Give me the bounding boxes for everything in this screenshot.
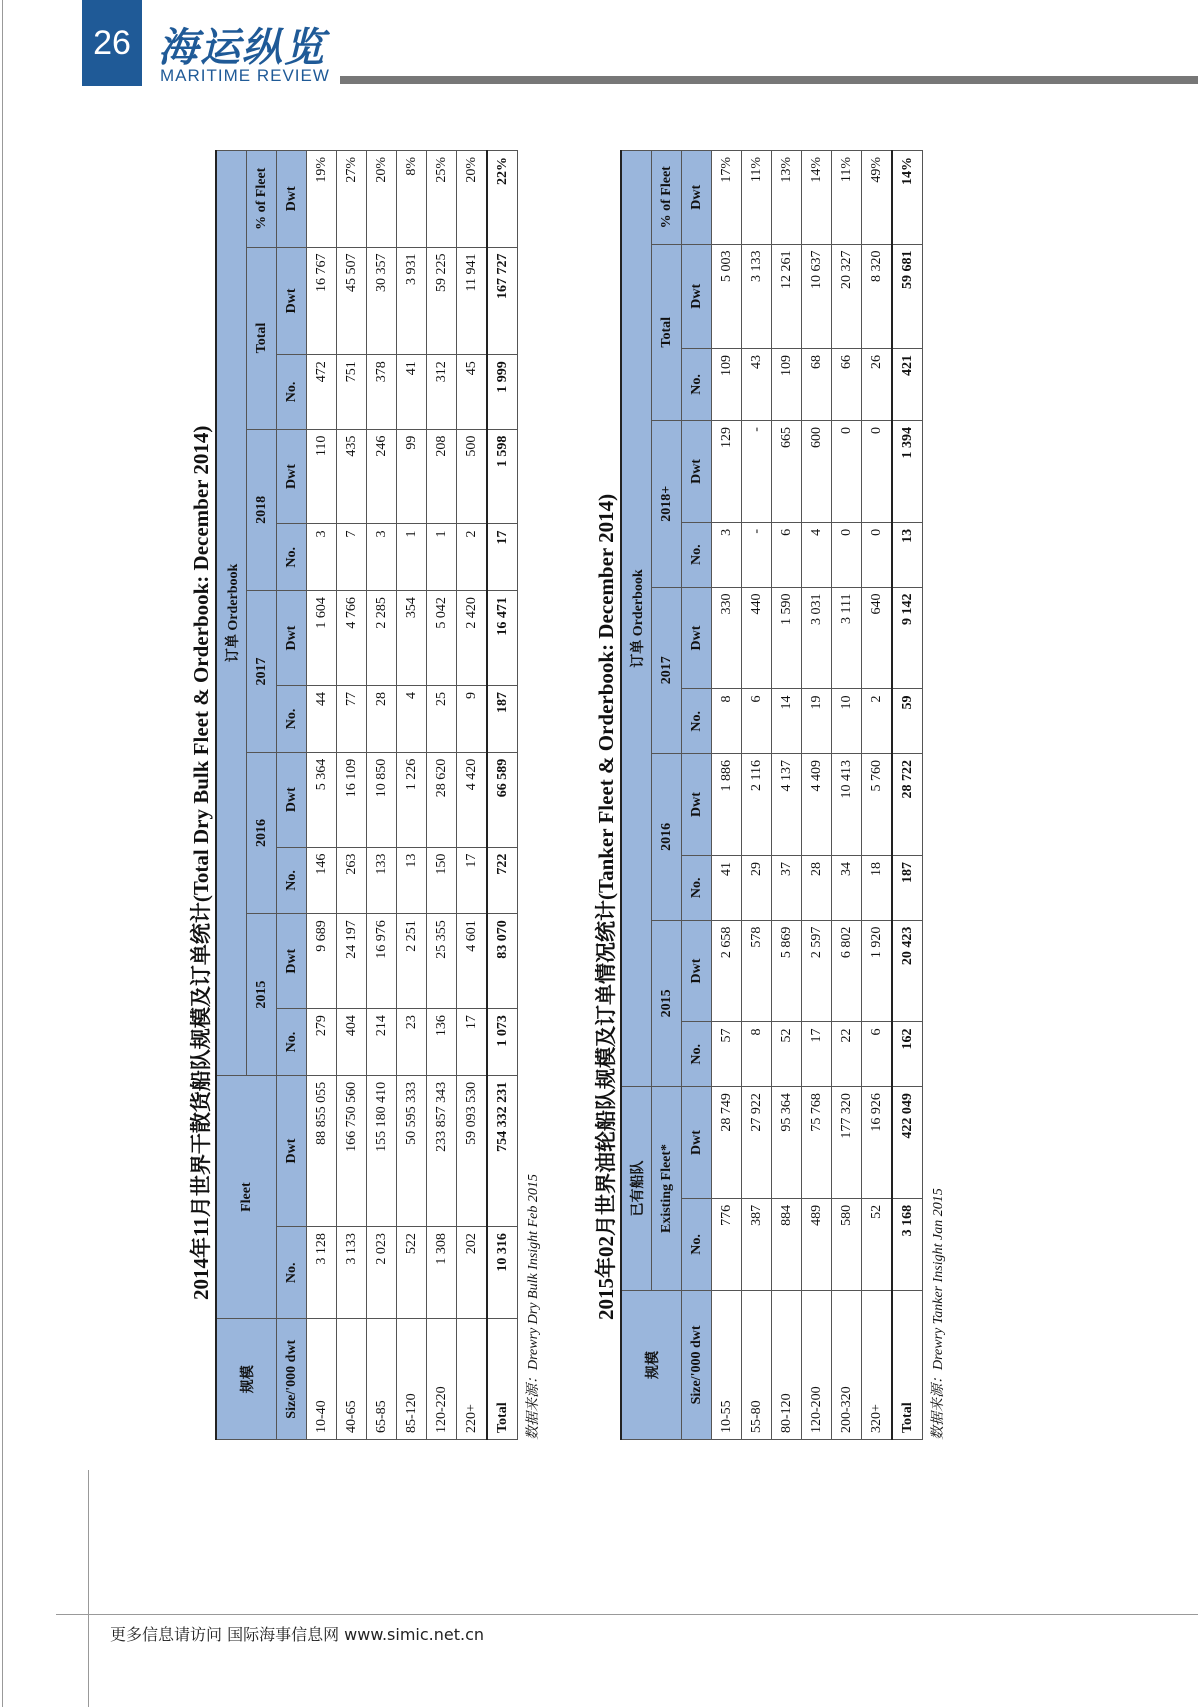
table-cell: 28 bbox=[367, 686, 397, 753]
header-dwt: Dwt bbox=[277, 914, 307, 1009]
table-cell: 2 116 bbox=[742, 754, 772, 856]
table-cell: 1 590 bbox=[772, 587, 802, 689]
dry-bulk-source: 数据来源：Drewry Dry Bulk Insight Feb 2015 bbox=[526, 1174, 541, 1440]
table-cell: 167 727 bbox=[487, 247, 518, 355]
table-cell: 77 bbox=[337, 686, 367, 753]
table-cell: 14% bbox=[802, 151, 832, 245]
table-cell: 5 364 bbox=[307, 752, 337, 847]
table-cell: 202 bbox=[457, 1227, 488, 1319]
header-dwt: Dwt bbox=[277, 591, 307, 686]
table-cell: 187 bbox=[892, 855, 923, 920]
table-row bbox=[397, 151, 427, 1440]
table-cell: 1 bbox=[427, 524, 457, 591]
table-row bbox=[712, 151, 742, 1440]
table-cell: 578 bbox=[742, 920, 772, 1022]
table-cell: 1 886 bbox=[712, 754, 742, 856]
dry-bulk-table bbox=[215, 150, 518, 1440]
table-cell: 8 bbox=[742, 1022, 772, 1087]
table-cell: 9 142 bbox=[892, 587, 923, 689]
table-cell: 83 070 bbox=[487, 914, 518, 1009]
table-cell: 12 261 bbox=[772, 244, 802, 348]
table-cell: 0 bbox=[832, 421, 862, 523]
table-cell: 580 bbox=[832, 1198, 862, 1290]
table-cell: 14% bbox=[892, 151, 923, 245]
header-year: 2015 bbox=[652, 920, 682, 1087]
table-cell: 665 bbox=[772, 421, 802, 523]
header-no: No. bbox=[277, 524, 307, 591]
header-year: 2017 bbox=[652, 587, 682, 754]
table-cell: 776 bbox=[712, 1198, 742, 1290]
page-number: 26 bbox=[82, 0, 142, 86]
table-cell: 3 031 bbox=[802, 587, 832, 689]
table-cell: 3 128 bbox=[307, 1227, 337, 1319]
table-cell: 187 bbox=[487, 686, 518, 753]
table-cell: 17 bbox=[457, 1009, 488, 1076]
header-dwt: Dwt bbox=[682, 1087, 712, 1199]
brand-title-en: MARITIME REVIEW bbox=[160, 66, 330, 85]
table-cell: 6 802 bbox=[832, 920, 862, 1022]
table-cell: 233 857 343 bbox=[427, 1075, 457, 1226]
table-cell: 88 855 055 bbox=[307, 1075, 337, 1226]
table-row bbox=[802, 151, 832, 1440]
table-cell: 421 bbox=[892, 348, 923, 420]
table-row bbox=[337, 151, 367, 1440]
tanker-section bbox=[590, 150, 946, 1440]
table-cell: 110 bbox=[307, 429, 337, 524]
table-cell: 354 bbox=[397, 591, 427, 686]
table-cell: 109 bbox=[772, 348, 802, 420]
header-year: 2015 bbox=[247, 914, 277, 1076]
header-year: 2018 bbox=[247, 429, 277, 591]
table-row bbox=[307, 151, 337, 1440]
table-cell: 19% bbox=[307, 151, 337, 248]
table-cell: 24 197 bbox=[337, 914, 367, 1009]
table-cell: 11% bbox=[742, 151, 772, 245]
table-cell: 13 bbox=[892, 522, 923, 587]
header-size: Size/'000 dwt bbox=[277, 1319, 307, 1440]
footer-text: 更多信息请访问 国际海事信息网 www.simic.net.cn bbox=[110, 1625, 485, 1644]
table-cell: 146 bbox=[307, 847, 337, 914]
table-cell: 3 133 bbox=[742, 244, 772, 348]
header-existing: Existing Fleet* bbox=[652, 1087, 682, 1291]
table-cell: 166 750 560 bbox=[337, 1075, 367, 1226]
table-cell: 2 420 bbox=[457, 591, 488, 686]
tanker-body bbox=[712, 151, 923, 1440]
table-cell: 754 332 231 bbox=[487, 1075, 518, 1226]
header-dwt: Dwt bbox=[277, 1075, 307, 1226]
table-cell: 2 023 bbox=[367, 1227, 397, 1319]
table-cell: 20 327 bbox=[832, 244, 862, 348]
table-cell: 489 bbox=[802, 1198, 832, 1290]
table-cell: 6 bbox=[742, 689, 772, 754]
dry-bulk-body bbox=[307, 151, 518, 1440]
table-cell: 387 bbox=[742, 1198, 772, 1290]
table-cell: 45 507 bbox=[337, 247, 367, 355]
table-cell: 4 766 bbox=[337, 591, 367, 686]
table-cell: 129 bbox=[712, 421, 742, 523]
table-cell: 150 bbox=[427, 847, 457, 914]
table-cell: 18 bbox=[862, 855, 893, 920]
header-pct: % of Fleet bbox=[247, 151, 277, 248]
table-cell: 28 722 bbox=[892, 754, 923, 856]
table-cell: 25% bbox=[427, 151, 457, 248]
table-cell: 422 049 bbox=[892, 1087, 923, 1199]
header-year: 2017 bbox=[247, 591, 277, 753]
table-cell: 1 bbox=[397, 524, 427, 591]
header-no: No. bbox=[682, 1198, 712, 1290]
header-orderbook: 订单 Orderbook bbox=[216, 151, 247, 1076]
table-cell: 11% bbox=[832, 151, 862, 245]
table-cell: 3 111 bbox=[832, 587, 862, 689]
table-cell: 600 bbox=[802, 421, 832, 523]
header-fleet: Fleet bbox=[216, 1075, 277, 1319]
table-cell: 28 749 bbox=[712, 1087, 742, 1199]
table-cell: 17% bbox=[712, 151, 742, 245]
table-cell: 5 760 bbox=[862, 754, 893, 856]
table-cell: 59 093 530 bbox=[457, 1075, 488, 1226]
table-cell: 2 251 bbox=[397, 914, 427, 1009]
table-cell: 2 658 bbox=[712, 920, 742, 1022]
table-cell: 49% bbox=[862, 151, 893, 245]
table-cell: 11 941 bbox=[457, 247, 488, 355]
table-cell: 5 869 bbox=[772, 920, 802, 1022]
table-cell: 16 767 bbox=[307, 247, 337, 355]
header-orderbook: 订单 Orderbook bbox=[621, 151, 652, 1087]
table-cell: 2 bbox=[457, 524, 488, 591]
table-cell: 3 bbox=[307, 524, 337, 591]
header-no: No. bbox=[682, 522, 712, 587]
header-no: No. bbox=[682, 348, 712, 420]
table-cell: 59 225 bbox=[427, 247, 457, 355]
table-cell: 4 601 bbox=[457, 914, 488, 1009]
table-cell: 9 689 bbox=[307, 914, 337, 1009]
table-cell: 20% bbox=[367, 151, 397, 248]
table-cell: 177 320 bbox=[832, 1087, 862, 1199]
table-row bbox=[457, 151, 488, 1440]
header-pct: % of Fleet bbox=[652, 151, 682, 245]
table-cell: 1 073 bbox=[487, 1009, 518, 1076]
table-cell: 10 637 bbox=[802, 244, 832, 348]
header-dwt: Dwt bbox=[682, 421, 712, 523]
table-cell: 30 357 bbox=[367, 247, 397, 355]
size-cell: 65-85 bbox=[367, 1319, 397, 1440]
table-cell: 5 042 bbox=[427, 591, 457, 686]
table-cell: 22% bbox=[487, 151, 518, 248]
table-cell: 16 471 bbox=[487, 591, 518, 686]
table-cell: 13% bbox=[772, 151, 802, 245]
size-cell: 40-65 bbox=[337, 1319, 367, 1440]
header-year: 2016 bbox=[247, 752, 277, 914]
table-row bbox=[862, 151, 893, 1440]
table-cell: 99 bbox=[397, 429, 427, 524]
table-row bbox=[832, 151, 862, 1440]
table-cell: 162 bbox=[892, 1022, 923, 1087]
size-cell: Total bbox=[892, 1290, 923, 1439]
table-cell: 472 bbox=[307, 355, 337, 429]
table-cell: 3 133 bbox=[337, 1227, 367, 1319]
table-cell: 28 620 bbox=[427, 752, 457, 847]
table-cell: 59 681 bbox=[892, 244, 923, 348]
table-cell: 57 bbox=[712, 1022, 742, 1087]
table-cell: 8 bbox=[712, 689, 742, 754]
table-cell: 722 bbox=[487, 847, 518, 914]
header-no: No. bbox=[277, 686, 307, 753]
table-cell: 1 999 bbox=[487, 355, 518, 429]
table-cell: 22 bbox=[832, 1022, 862, 1087]
table-cell: 404 bbox=[337, 1009, 367, 1076]
table-cell: 4 409 bbox=[802, 754, 832, 856]
table-cell: 68 bbox=[802, 348, 832, 420]
header-dwt: Dwt bbox=[277, 429, 307, 524]
table-cell: 155 180 410 bbox=[367, 1075, 397, 1226]
table-cell: 1 920 bbox=[862, 920, 893, 1022]
size-cell: 120-200 bbox=[802, 1290, 832, 1439]
table-cell: 17 bbox=[802, 1022, 832, 1087]
header-no: No. bbox=[277, 847, 307, 914]
table-cell: 3 168 bbox=[892, 1198, 923, 1290]
table-row bbox=[367, 151, 397, 1440]
header-no: No. bbox=[682, 855, 712, 920]
table-cell: 1 308 bbox=[427, 1227, 457, 1319]
table-row bbox=[427, 151, 457, 1440]
table-cell: 0 bbox=[832, 522, 862, 587]
table-cell: 43 bbox=[742, 348, 772, 420]
size-cell: 80-120 bbox=[772, 1290, 802, 1439]
header-dwt: Dwt bbox=[277, 151, 307, 248]
header-year: 2016 bbox=[652, 754, 682, 921]
header-no: No. bbox=[277, 1227, 307, 1319]
table-cell: 28 bbox=[802, 855, 832, 920]
size-cell: 55-80 bbox=[742, 1290, 772, 1439]
table-cell: 45 bbox=[457, 355, 488, 429]
table-cell: 435 bbox=[337, 429, 367, 524]
header-no: No. bbox=[277, 355, 307, 429]
header-year: 2018+ bbox=[652, 421, 682, 588]
table-cell: 8% bbox=[397, 151, 427, 248]
size-cell: 200-320 bbox=[832, 1290, 862, 1439]
table-cell: 378 bbox=[367, 355, 397, 429]
table-cell: 751 bbox=[337, 355, 367, 429]
margin-line-lower bbox=[88, 1470, 89, 1707]
table-cell: 7 bbox=[337, 524, 367, 591]
table-cell: 8 320 bbox=[862, 244, 893, 348]
margin-line bbox=[2, 0, 3, 1707]
table-cell: 1 604 bbox=[307, 591, 337, 686]
table-cell: 4 137 bbox=[772, 754, 802, 856]
dry-bulk-title: 2014年11月世界干散货船队规模及订单统计(Total Dry Bulk Fleet & Orderbook: December 2014) bbox=[189, 425, 213, 1300]
size-cell: Total bbox=[487, 1319, 518, 1440]
header-total: Total bbox=[652, 244, 682, 420]
dry-bulk-section bbox=[185, 150, 541, 1440]
table-cell: 0 bbox=[862, 421, 893, 523]
table-cell: 10 413 bbox=[832, 754, 862, 856]
header-dwt: Dwt bbox=[682, 151, 712, 245]
table-cell: - bbox=[742, 522, 772, 587]
table-cell: 41 bbox=[712, 855, 742, 920]
table-cell: 75 768 bbox=[802, 1087, 832, 1199]
table-cell: 109 bbox=[712, 348, 742, 420]
table-cell: 0 bbox=[862, 522, 893, 587]
header-size: Size/'000 dwt bbox=[682, 1290, 712, 1439]
table-cell: 20 423 bbox=[892, 920, 923, 1022]
table-row bbox=[772, 151, 802, 1440]
table-cell: 208 bbox=[427, 429, 457, 524]
table-cell: 3 bbox=[712, 522, 742, 587]
table-cell: 27 922 bbox=[742, 1087, 772, 1199]
table-cell: 6 bbox=[862, 1022, 893, 1087]
table-cell: 522 bbox=[397, 1227, 427, 1319]
table-cell: 37 bbox=[772, 855, 802, 920]
header-no: No. bbox=[277, 1009, 307, 1076]
size-cell: 85-120 bbox=[397, 1319, 427, 1440]
header-size-cn: 规模 bbox=[216, 1319, 277, 1440]
table-cell: 4 420 bbox=[457, 752, 488, 847]
table-cell: 95 364 bbox=[772, 1087, 802, 1199]
table-row bbox=[742, 151, 772, 1440]
table-cell: 66 bbox=[832, 348, 862, 420]
table-cell: 44 bbox=[307, 686, 337, 753]
table-cell: 10 850 bbox=[367, 752, 397, 847]
table-cell: 6 bbox=[772, 522, 802, 587]
table-cell: 59 bbox=[892, 689, 923, 754]
table-cell: 27% bbox=[337, 151, 367, 248]
table-cell: 884 bbox=[772, 1198, 802, 1290]
tanker-source: 数据来源：Drewry Tanker Insight Jan 2015 bbox=[931, 1188, 946, 1440]
table-cell: 214 bbox=[367, 1009, 397, 1076]
table-cell: 10 bbox=[832, 689, 862, 754]
table-cell: 16 109 bbox=[337, 752, 367, 847]
table-cell: 1 598 bbox=[487, 429, 518, 524]
table-cell: 13 bbox=[397, 847, 427, 914]
table-total-row bbox=[487, 151, 518, 1440]
table-cell: 1 226 bbox=[397, 752, 427, 847]
tanker-table bbox=[620, 150, 923, 1440]
header-existing-cn: 已有船队 bbox=[621, 1087, 652, 1291]
table-cell: 16 926 bbox=[862, 1087, 893, 1199]
table-cell: 20% bbox=[457, 151, 488, 248]
table-cell: 16 976 bbox=[367, 914, 397, 1009]
table-cell: 2 597 bbox=[802, 920, 832, 1022]
header-size-cn: 规模 bbox=[621, 1290, 682, 1439]
table-cell: 23 bbox=[397, 1009, 427, 1076]
table-cell: 50 595 333 bbox=[397, 1075, 427, 1226]
table-cell: 19 bbox=[802, 689, 832, 754]
size-cell: 120-220 bbox=[427, 1319, 457, 1440]
tanker-title: 2015年02月世界油轮船队规模及订单情况统计(Tanker Fleet & Orderbook: December 2014) bbox=[594, 493, 618, 1320]
table-cell: 26 bbox=[862, 348, 893, 420]
table-cell: 52 bbox=[862, 1198, 893, 1290]
table-cell: 312 bbox=[427, 355, 457, 429]
footer-rule bbox=[56, 1614, 1198, 1615]
table-cell: 2 bbox=[862, 689, 893, 754]
size-cell: 10-55 bbox=[712, 1290, 742, 1439]
header-dwt: Dwt bbox=[682, 754, 712, 856]
table-cell: 4 bbox=[397, 686, 427, 753]
table-cell: 133 bbox=[367, 847, 397, 914]
table-cell: 17 bbox=[487, 524, 518, 591]
header-dwt: Dwt bbox=[682, 587, 712, 689]
header-no: No. bbox=[682, 689, 712, 754]
table-cell: 25 bbox=[427, 686, 457, 753]
table-cell: 17 bbox=[457, 847, 488, 914]
table-cell: 1 394 bbox=[892, 421, 923, 523]
header-dwt: Dwt bbox=[277, 752, 307, 847]
table-cell: 34 bbox=[832, 855, 862, 920]
table-cell: - bbox=[742, 421, 772, 523]
table-cell: 136 bbox=[427, 1009, 457, 1076]
table-cell: 246 bbox=[367, 429, 397, 524]
table-cell: 66 589 bbox=[487, 752, 518, 847]
table-cell: 263 bbox=[337, 847, 367, 914]
table-total-row bbox=[892, 151, 923, 1440]
table-cell: 14 bbox=[772, 689, 802, 754]
header-total: Total bbox=[247, 247, 277, 429]
size-cell: 320+ bbox=[862, 1290, 893, 1439]
header-dwt: Dwt bbox=[682, 920, 712, 1022]
table-cell: 4 bbox=[802, 522, 832, 587]
table-cell: 25 355 bbox=[427, 914, 457, 1009]
table-cell: 9 bbox=[457, 686, 488, 753]
header-dwt: Dwt bbox=[277, 247, 307, 355]
table-cell: 52 bbox=[772, 1022, 802, 1087]
brand-title-cn: 海运纵览 bbox=[158, 24, 326, 71]
table-cell: 5 003 bbox=[712, 244, 742, 348]
table-cell: 3 bbox=[367, 524, 397, 591]
table-cell: 279 bbox=[307, 1009, 337, 1076]
table-cell: 440 bbox=[742, 587, 772, 689]
size-cell: 220+ bbox=[457, 1319, 488, 1440]
header-rule bbox=[340, 76, 1198, 84]
header-dwt: Dwt bbox=[682, 244, 712, 348]
table-cell: 330 bbox=[712, 587, 742, 689]
table-cell: 2 285 bbox=[367, 591, 397, 686]
table-cell: 29 bbox=[742, 855, 772, 920]
table-cell: 640 bbox=[862, 587, 893, 689]
header-no: No. bbox=[682, 1022, 712, 1087]
table-cell: 10 316 bbox=[487, 1227, 518, 1319]
table-cell: 500 bbox=[457, 429, 488, 524]
size-cell: 10-40 bbox=[307, 1319, 337, 1440]
table-cell: 3 931 bbox=[397, 247, 427, 355]
table-cell: 41 bbox=[397, 355, 427, 429]
